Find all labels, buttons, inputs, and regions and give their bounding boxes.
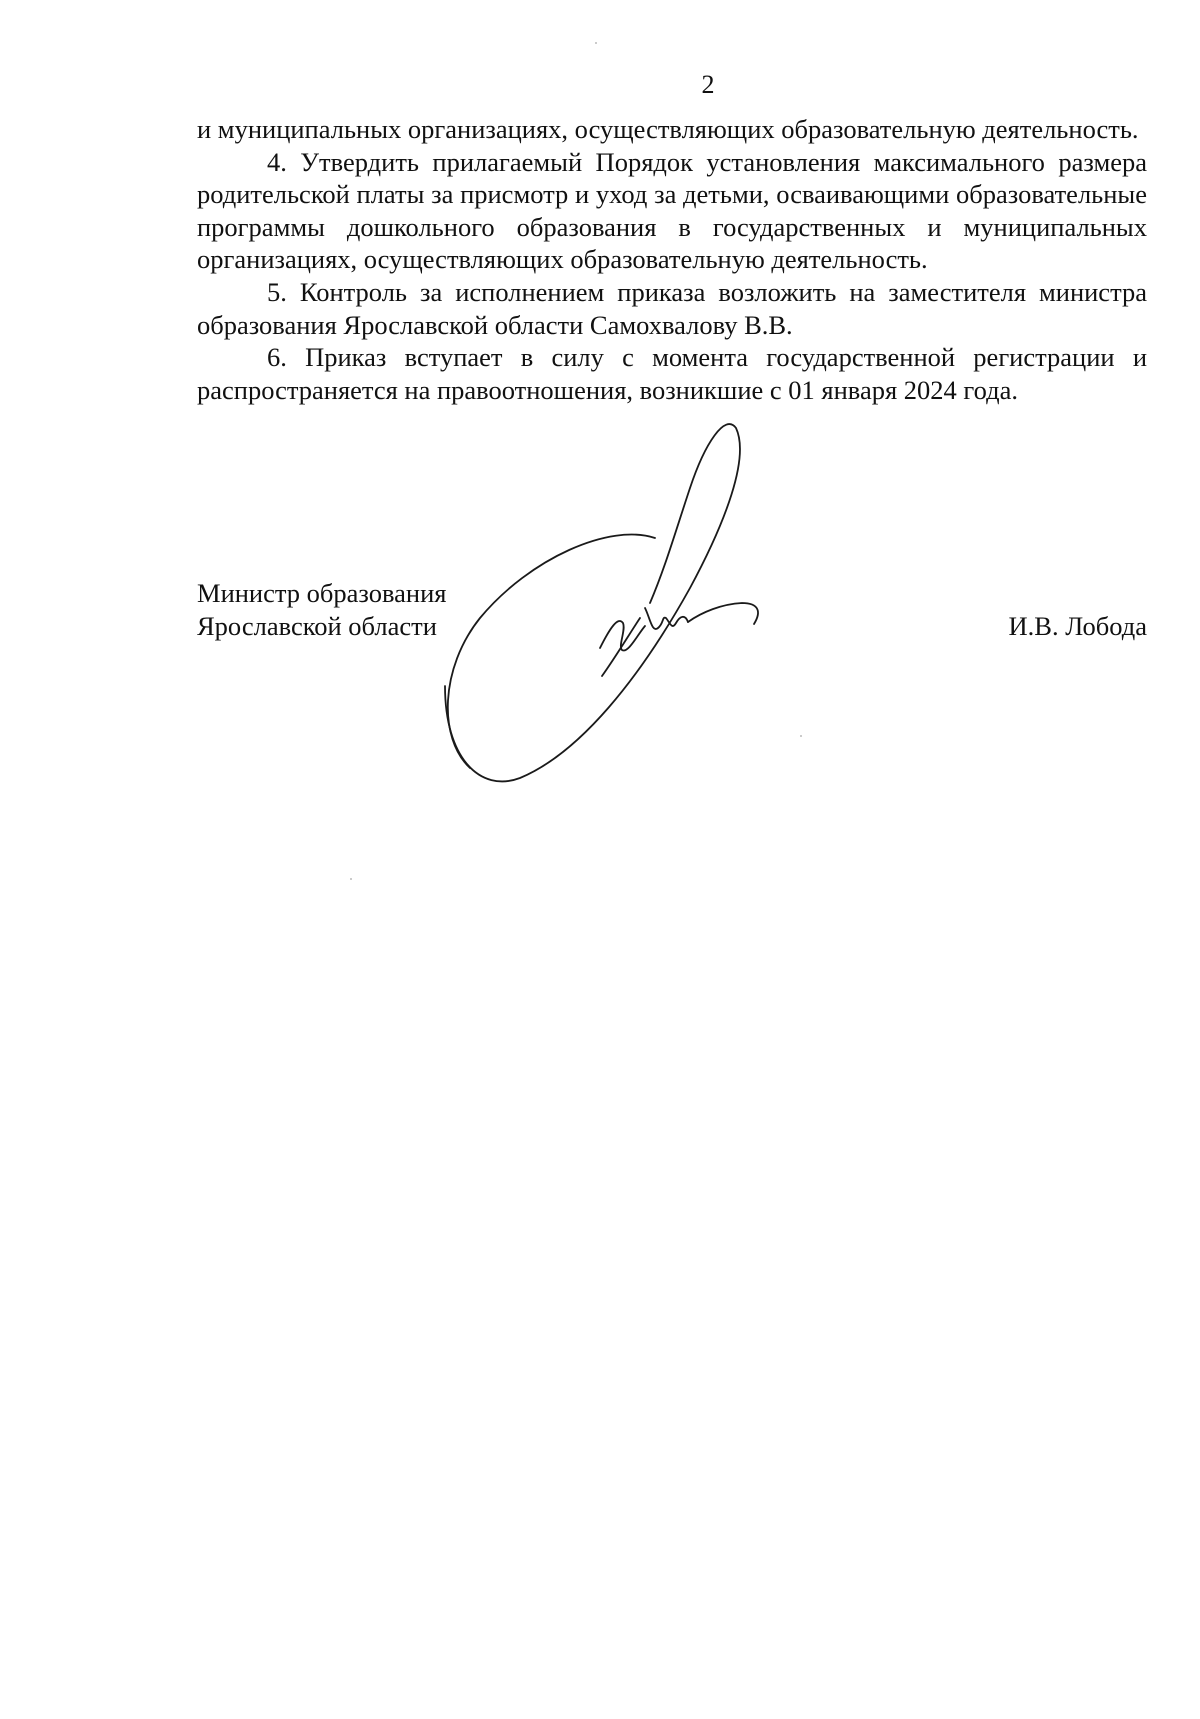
scan-speck bbox=[800, 735, 802, 737]
signature-flourish-right bbox=[688, 603, 758, 624]
signer-title-line-1: Министр образования bbox=[197, 578, 447, 608]
document-body bbox=[197, 113, 1147, 406]
handwritten-signature-image bbox=[440, 418, 800, 798]
signature-descender bbox=[602, 618, 640, 676]
signer-title-line-2: Ярославской области bbox=[197, 611, 437, 641]
paragraph-continuation: и муниципальных организациях, осуществляющих образовательную деятельность. bbox=[197, 114, 1139, 144]
paragraph-item-5: 5. Контроль за исполнением приказа возложить на заместителя министра образования Ярославской области Самохвалову В.В. bbox=[197, 276, 1147, 340]
page-number: 2 bbox=[701, 70, 715, 99]
signature-strokes bbox=[440, 418, 800, 798]
paragraph-item-4: 4. Утвердить прилагаемый Порядок установления максимального размера родительской платы за присмотр и уход за детьми, осваивающими образовательные программы дошкольного образования в государственных и муниципальных организациях, осуществляющих образовательную деятельность. bbox=[197, 146, 1147, 275]
signer-name: И.В. Лобода bbox=[1008, 611, 1147, 641]
signature-flourish-middle bbox=[645, 608, 688, 629]
scan-speck bbox=[350, 878, 352, 880]
scan-speck bbox=[595, 42, 597, 44]
signer-title bbox=[197, 577, 446, 643]
paragraph-item-6: 6. Приказ вступает в силу с момента государственной регистрации и распространяется на правоотношения, возникшие с 01 января 2024 года. bbox=[197, 342, 1147, 405]
signature-loop-stroke bbox=[445, 424, 740, 781]
